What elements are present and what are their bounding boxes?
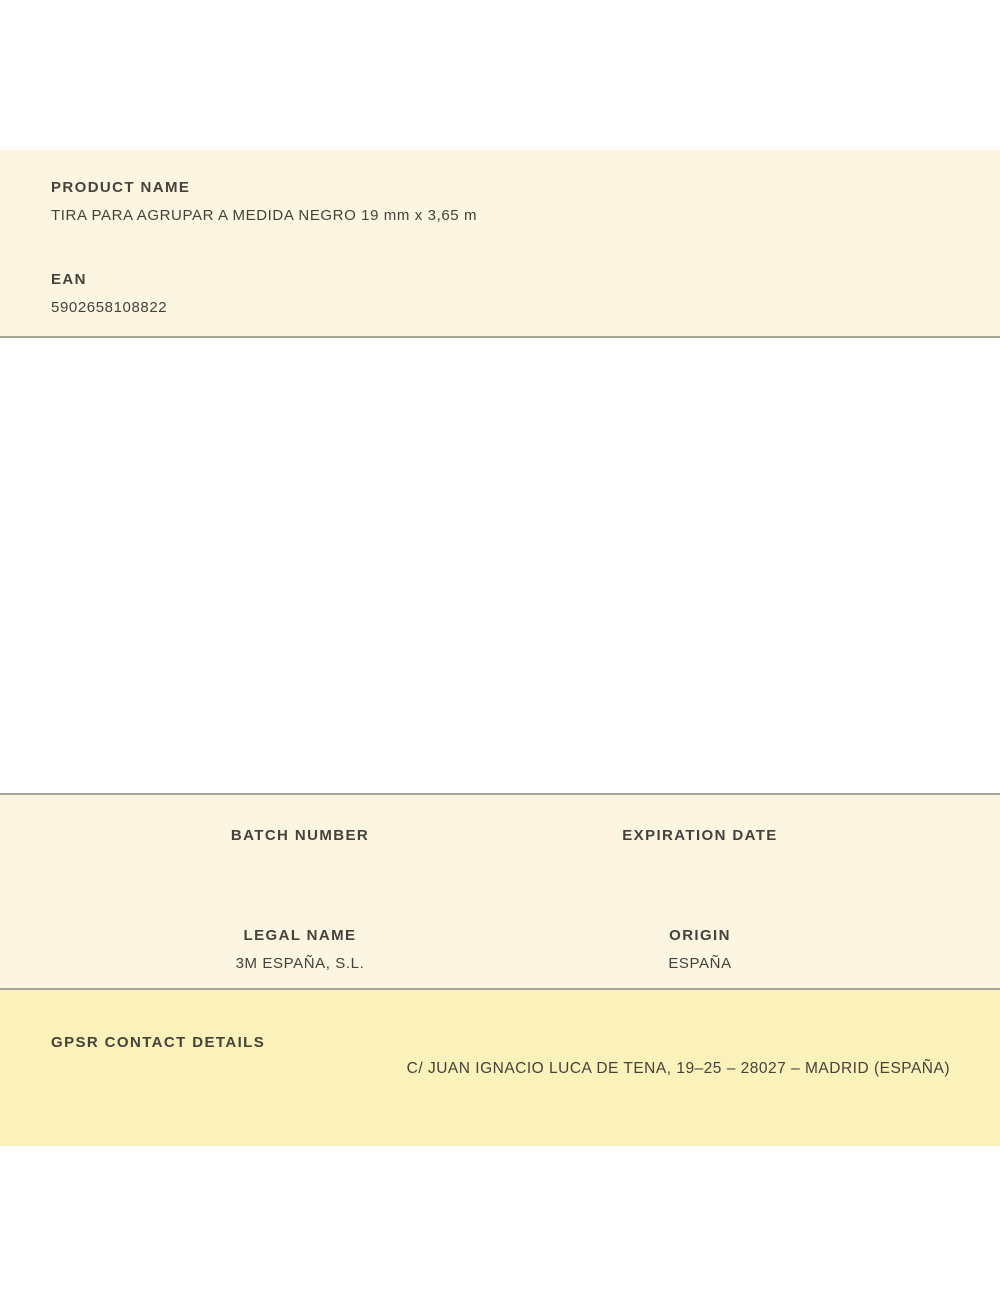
ean-field [51,270,960,318]
legal-name-value: 3M ESPAÑA, S.L. [235,955,365,972]
origin-value: ESPAÑA [668,955,732,972]
top-whitespace [0,0,1000,150]
blank-middle-section [0,338,1000,795]
batch-number-label: BATCH NUMBER [230,827,370,844]
product-name-field [51,178,960,226]
batch-origin-section [0,795,1000,990]
product-info-section [0,150,1000,338]
legal-origin-row [100,926,900,974]
ean-label: EAN [51,271,87,288]
legal-name-field [100,926,500,974]
ean-value: 5902658108822 [51,299,168,316]
batch-number-value [100,854,500,874]
expiration-date-value [500,854,900,874]
origin-field [500,926,900,974]
legal-name-label: LEGAL NAME [243,927,357,944]
product-name-label: PRODUCT NAME [51,179,191,196]
expiration-date-field [500,826,900,874]
gpsr-contact-label: GPSR CONTACT DETAILS [51,1034,266,1051]
gpsr-contact-address: C/ JUAN IGNACIO LUCA DE TENA, 19–25 – 28027 – MADRID (ESPAÑA) [406,1060,950,1077]
gpsr-contact-section [0,990,1000,1146]
expiration-date-label: EXPIRATION DATE [622,827,778,844]
product-name-value: TIRA PARA AGRUPAR A MEDIDA NEGRO 19 mm x 3,65 m [51,207,478,224]
batch-expiration-row [100,826,900,874]
origin-label: ORIGIN [669,927,731,944]
batch-number-field [100,826,500,874]
